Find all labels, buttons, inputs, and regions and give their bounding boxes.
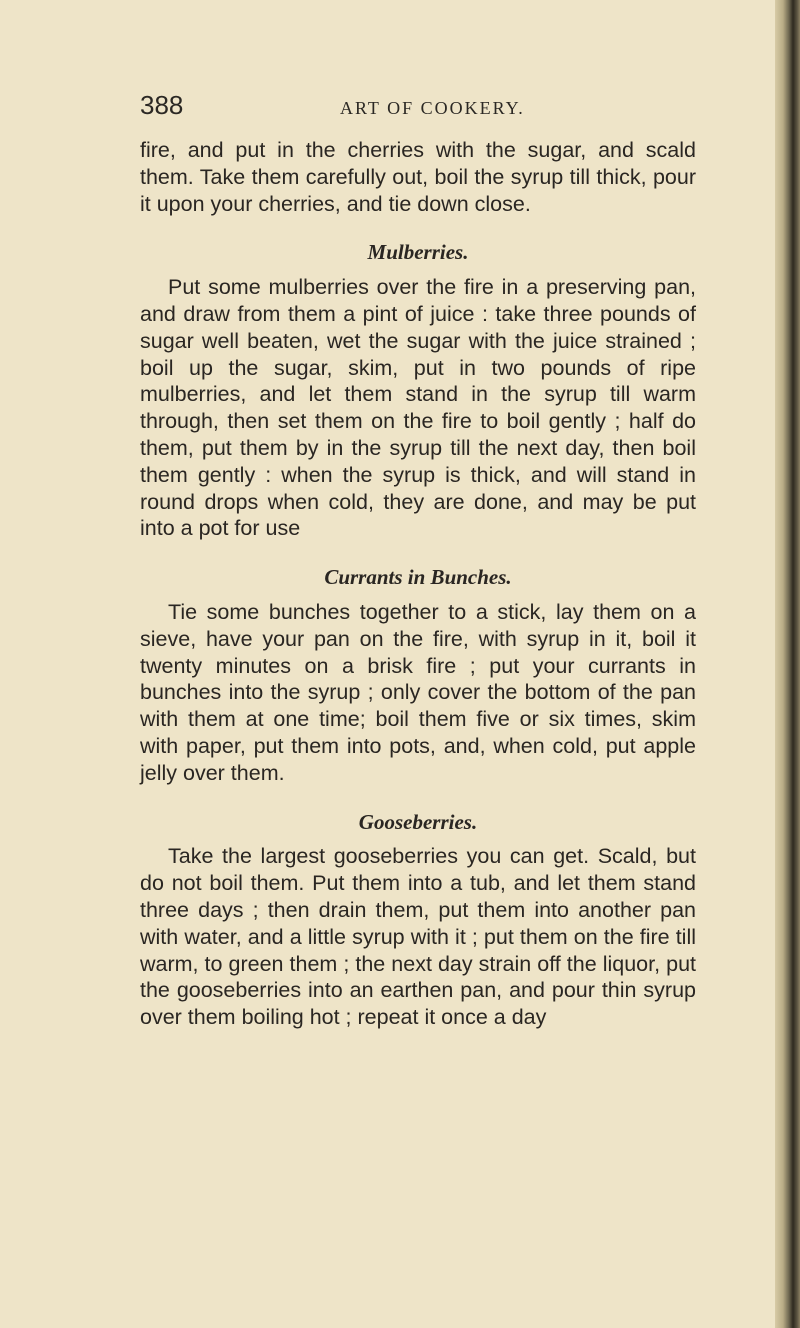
recipe-title-gooseberries: Gooseberries. bbox=[358, 809, 478, 834]
continuation-paragraph: fire, and put in the cherries with the sugar, and scald them. Take them carefully out, boil the syrup till thick, pour it upon your cherries, and tie down close. bbox=[140, 138, 696, 216]
recipe-title-currants: Currants in Bunches. bbox=[324, 565, 512, 590]
page-body bbox=[140, 137, 696, 1031]
recipe-title-mulberries: Mulberries. bbox=[367, 240, 469, 265]
recipe-text-mulberries: Put some mulberries over the fire in a preserving pan, and draw from them a pint of juice : take three pounds of sugar well beaten, wet the sugar with the juice strained ; boil up the sugar, skim, put in two pounds of ripe mulberries, and let them stand in the syrup till warm through, then set them on the fire to boil gently ; half do them, put them by in the syrup till the next day, then boil them gently : when the syrup is thick, and will stand in round drops when cold, they are done, and may be put into a pot for use bbox=[140, 275, 696, 541]
page-number: 388 bbox=[140, 90, 184, 120]
book-gutter-shadow bbox=[775, 0, 800, 1328]
page-header bbox=[140, 90, 660, 130]
running-head: ART OF COOKERY. bbox=[340, 98, 525, 118]
recipe-text-gooseberries: Take the largest gooseberries you can get. Scald, but do not boil them. Put them into a tub, and let them stand three days ; then drain them, put them into another pan with water, and a little syrup with it ; put them on the fire till warm, to green them ; the next day strain off the liquor, put the gooseberries into an earthen pan, and pour thin syrup over them boiling hot ; repeat it once a day bbox=[140, 844, 696, 1030]
recipe-text-currants: Tie some bunches together to a stick, lay them on a sieve, have your pan on the fire, with syrup in it, boil it twenty minutes on a brisk fire ; put your currants in bunches into the syrup ; only cover the bottom of the pan with them at one time; boil them five or six times, skim with paper, put them into pots, and, when cold, put apple jelly over them. bbox=[140, 599, 696, 785]
